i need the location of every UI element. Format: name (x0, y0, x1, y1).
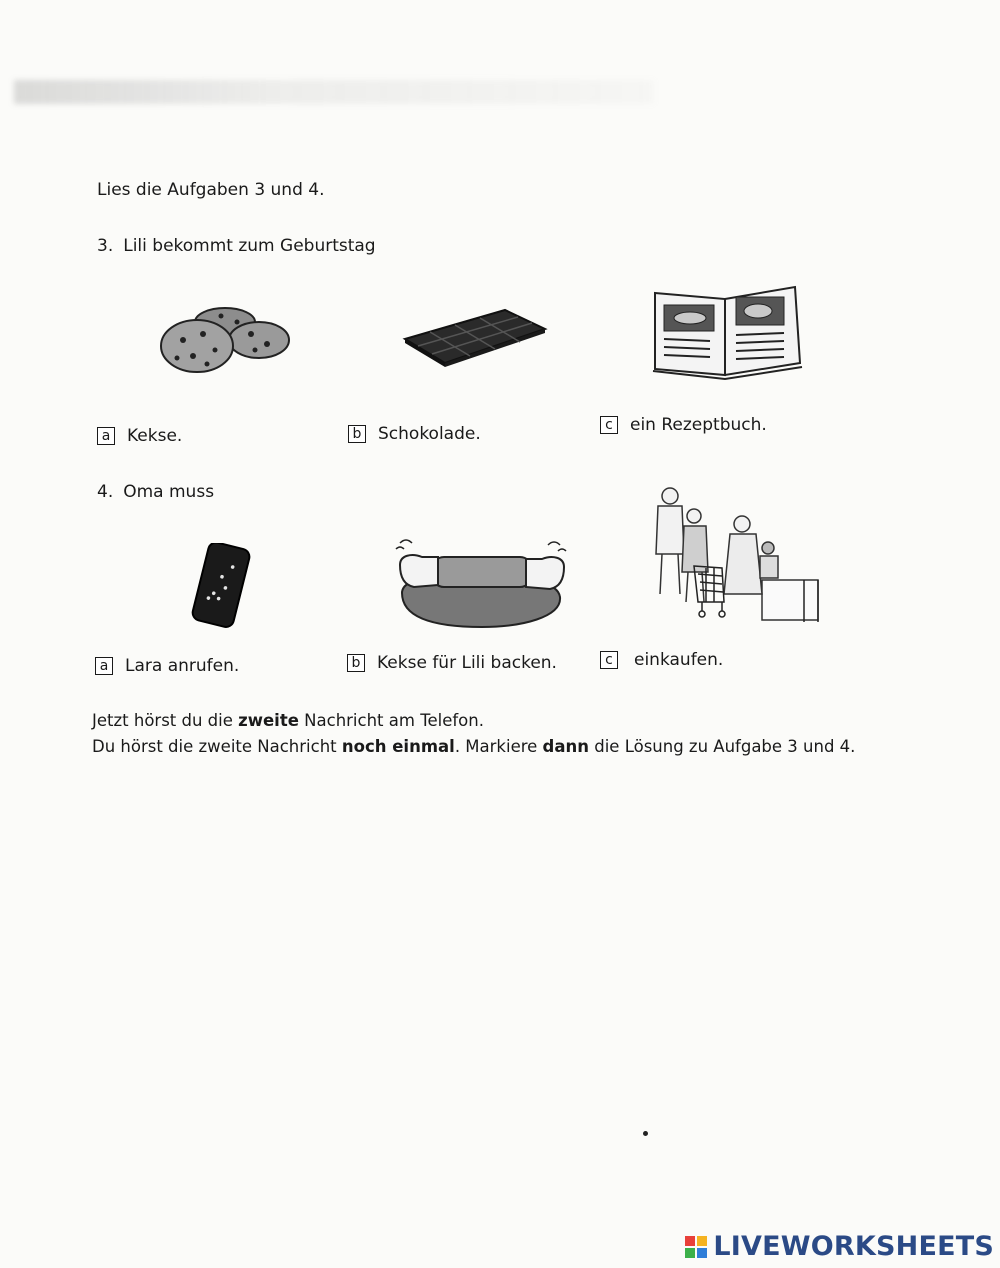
line-1-bold: zweite (238, 711, 299, 730)
stray-dot (643, 1131, 648, 1136)
line-2-text: Du hörst die zweite Nachricht (92, 737, 342, 756)
instruction-line-1 (92, 708, 855, 734)
logo-cubes-icon (685, 1236, 707, 1258)
option-a-label: Lara anrufen. (125, 656, 240, 676)
chocolate-bar-picture (400, 305, 550, 370)
listening-instructions (92, 708, 855, 760)
option-c-label: ein Rezeptbuch. (630, 415, 767, 435)
line-2-bold-2: dann (542, 737, 589, 756)
task-4-number: 4. (97, 482, 114, 502)
line-2-text-3: die Lösung zu Aufgabe 3 und 4. (589, 737, 856, 756)
line-2-bold-1: noch einmal (341, 737, 455, 756)
line-2-text-2: . Markiere (454, 737, 543, 756)
logo-text: LIVEWORKSHEETS (713, 1231, 994, 1262)
line-1-text: Jetzt hörst du die (92, 711, 239, 730)
task-4-question (97, 482, 214, 502)
mobile-phone-picture (188, 543, 256, 628)
scan-smudge (14, 80, 654, 104)
task-3-option-b[interactable] (348, 424, 481, 444)
liveworksheets-logo (685, 1231, 994, 1262)
instructions: Lies die Aufgaben 3 und 4. (97, 180, 325, 200)
option-b-checkbox[interactable]: b (347, 654, 365, 672)
option-a-checkbox[interactable]: a (95, 657, 113, 675)
dough-rolling-picture (392, 535, 572, 635)
task-3-question (97, 236, 376, 256)
task-3-prompt: Lili bekommt zum Geburtstag (123, 236, 376, 256)
cookies-picture (155, 300, 295, 380)
instruction-line-2 (92, 734, 855, 760)
task-4-prompt: Oma muss (123, 482, 215, 502)
shopping-picture (632, 482, 824, 630)
option-b-label: Schokolade. (378, 424, 481, 444)
option-a-checkbox[interactable]: a (97, 427, 115, 445)
option-c-label: einkaufen. (634, 650, 724, 670)
task-4-option-c[interactable] (600, 650, 723, 670)
task-4-option-a[interactable] (95, 656, 239, 676)
recipe-book-picture (650, 283, 805, 383)
option-b-label: Kekse für Lili backen. (377, 653, 557, 673)
task-4-option-b[interactable] (347, 653, 557, 673)
option-c-checkbox[interactable]: c (600, 416, 618, 434)
line-1-text-end: Nachricht am Telefon. (298, 711, 484, 730)
option-c-checkbox[interactable]: c (600, 651, 618, 669)
option-b-checkbox[interactable]: b (348, 425, 366, 443)
task-3-option-a[interactable] (97, 426, 182, 446)
option-a-label: Kekse. (127, 426, 183, 446)
task-3-option-c[interactable] (600, 415, 767, 435)
task-3-number: 3. (97, 236, 114, 256)
